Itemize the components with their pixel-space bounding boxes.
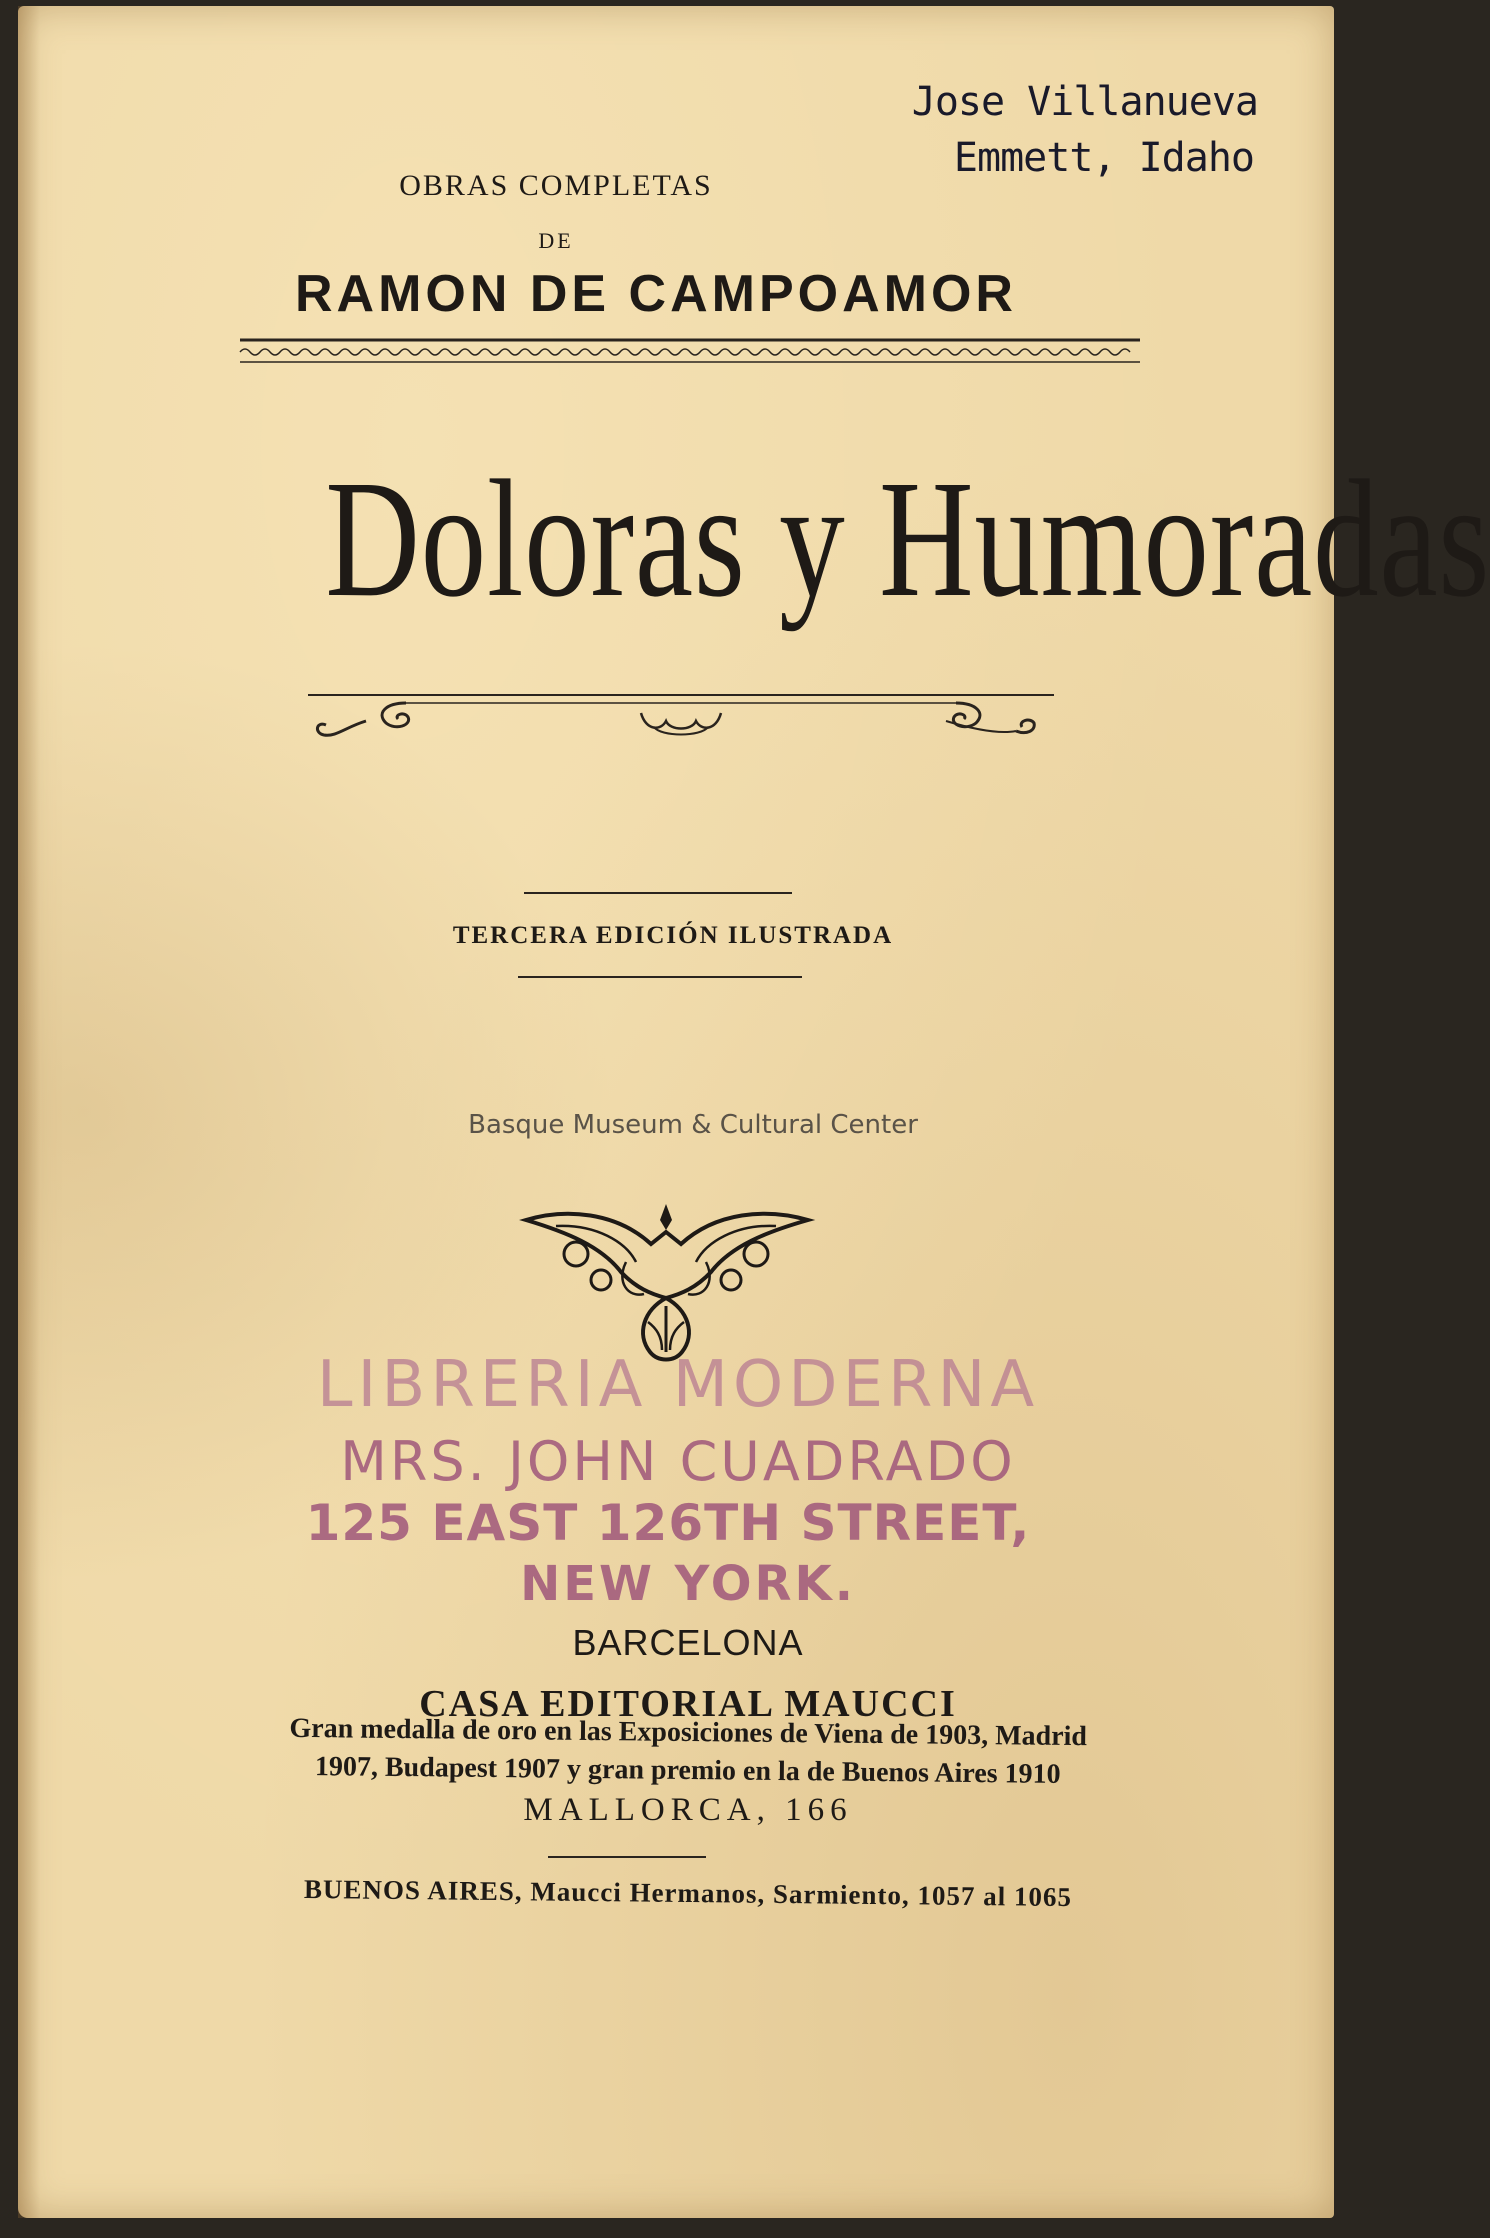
stamp-city: NEW YORK. [520,1556,856,1612]
stamp-street-address: 125 EAST 126TH STREET, [305,1494,1031,1552]
title-page [18,6,1490,2218]
imprint-publisher: CASA EDITORIAL MAUCCI [419,1683,957,1725]
wavy-rule [240,336,1140,366]
archive-watermark: Basque Museum & Cultural Center [468,1110,918,1140]
imprint-address: MALLORCA, 166 [523,1792,853,1828]
series-title: OBRAS COMPLETAS [399,169,713,202]
binding-shadow [18,6,40,2218]
edition-rule-top [524,892,792,894]
imprint-medals [178,1709,1199,1796]
title-flourish-ornament [306,691,1056,761]
handwritten-location: Emmett, Idaho [953,135,1254,181]
series-de: DE [538,228,574,253]
imprint-branch: BUENOS AIRES, Maucci Hermanos, Sarmiento, 1057 al 1065 [303,1873,1073,1913]
stamp-bookstore-name: LIBRERIA MODERNA [316,1348,1040,1422]
book-title: Doloras y Humoradas [325,446,1490,632]
author-name: RAMON DE CAMPOAMOR [295,265,1017,323]
edition-rule-bottom [518,976,802,978]
imprint-rule [548,1856,706,1858]
edition-label: TERCERA EDICIÓN ILUSTRADA [452,922,894,949]
stamp-owner-name: MRS. JOHN CUADRADO [340,1430,1016,1493]
medals-line-1: Gran medalla de oro en las Exposiciones de Viena de 1903, Madrid [289,1712,1088,1753]
handwritten-name: Jose Villanueva [911,79,1258,125]
handwritten-owner-note [912,74,1258,186]
imprint-city: BARCELONA [572,1622,804,1663]
medals-line-2: 1907, Budapest 1907 y gran premio en la de Buenos Aires 1910 [314,1751,1061,1790]
